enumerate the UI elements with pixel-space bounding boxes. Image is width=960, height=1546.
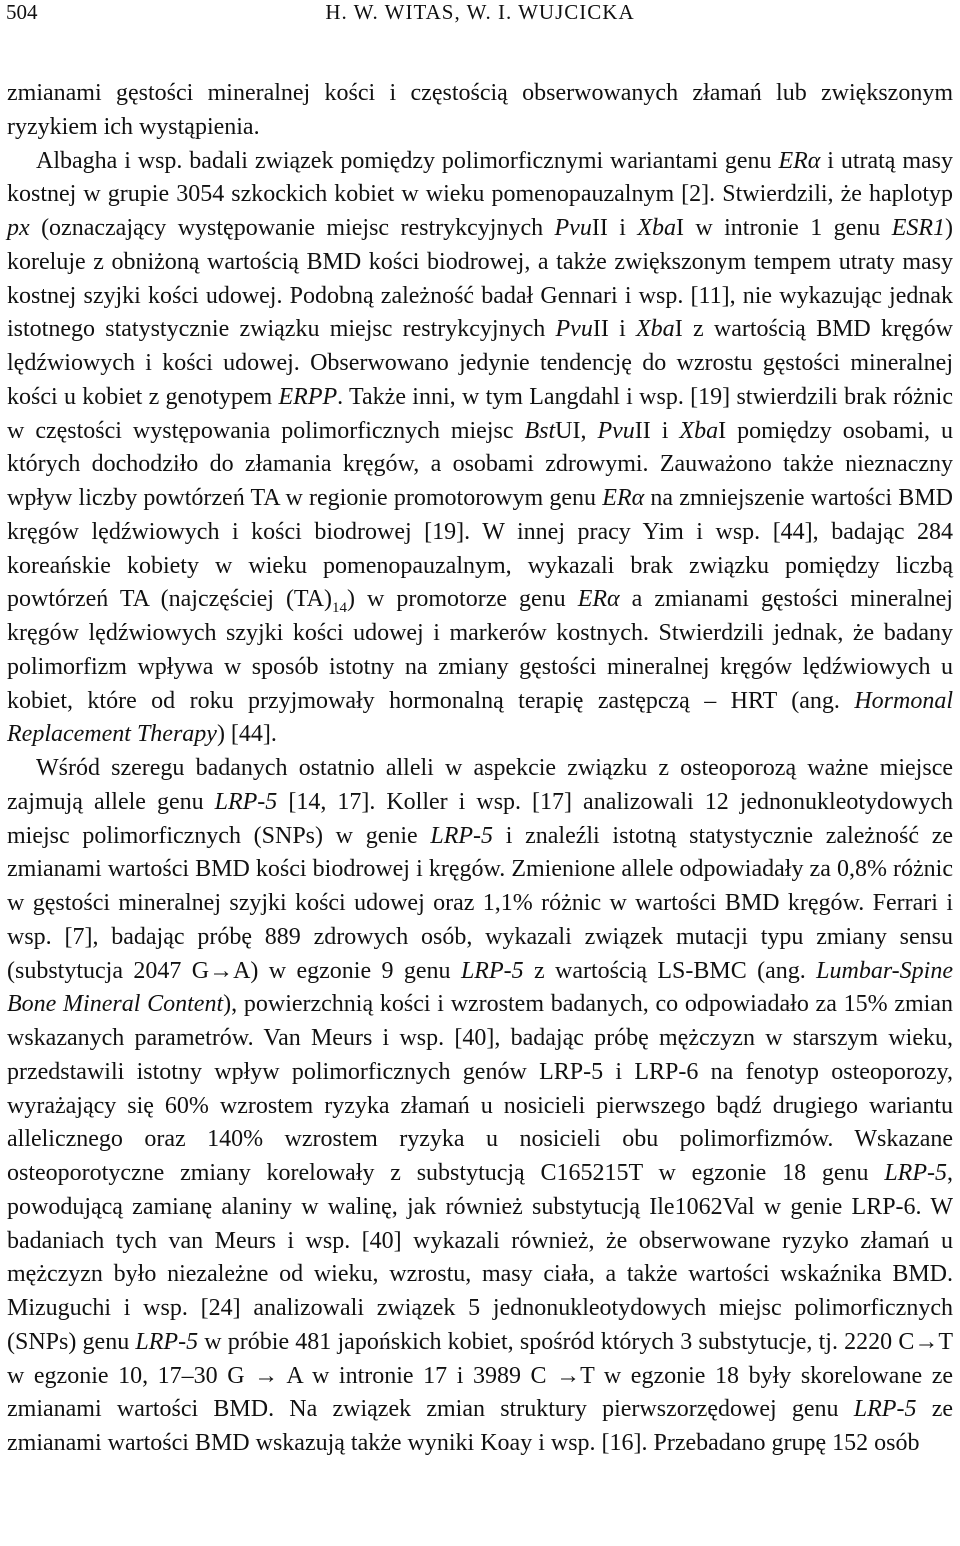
running-title: H. W. WITAS, W. I. WUJCICKA: [325, 0, 635, 24]
text-run: . Także inni, w tym Langdahl i wsp. [19] stwierdzili brak różnic w częstości występowania polimorficznych miejsc: [7, 383, 953, 444]
text-run: II i: [634, 417, 680, 444]
text-run: i znaleźli istotną statystycznie zależność ze zmianami wartości BMD kości biodrowej i kręgów. Zmienione allele odpowiadały za 0,8% różnic w gęstości mineralnej szyjki kości udowej oraz 1,1% różnic w wartości BMD kręgów. Ferrari i wsp. [7], badając próbę 889 zdrowych osób, wykazali związek mutacji typu zmiany sensu (substytucja 2047 G→A) w egzonie 9 genu: [7, 822, 954, 984]
italic-term: Pvu: [597, 417, 635, 444]
text-run: a zmianami gęstości mineralnej kręgów lędźwiowych szyjki kości udowej i markerów kostnych. Stwierdzili jednak, że badany polimorfizm wpływa w sposób istotny na zmiany gęstości mineralnej kręgów lędźwiowych u kobiet, które od roku przyjmowały hormonalną terapię zastępczą – HRT (ang.: [7, 586, 953, 714]
italic-term: LRP-5: [214, 788, 278, 815]
italic-term: Xba: [636, 316, 675, 343]
text-run: Wśród szeregu badanych ostatnio alleli w aspekcie związku z osteoporozą ważne miejsce zajmują allele genu: [7, 755, 953, 815]
italic-term: Bst: [524, 417, 556, 444]
italic-term: LRP-5: [884, 1160, 947, 1186]
text-run: (oznaczający występowanie miejsc restrykcyjnych: [29, 215, 555, 241]
italic-term: Xba: [679, 417, 719, 444]
text-run: na zmniejszenie wartości BMD kręgów lędźwiowych i kości biodrowej [19]. W innej pracy Yim i wsp. [44], badając 284 koreańskie kobiety w wieku pomenopauzalnym, wykazali brak związku pomiędzy liczbą powtórzeń TA (najczęściej (TA): [7, 485, 953, 613]
text-run: I pomiędzy osobami, u których dochodziło do złamania kręgów, a osobami zdrowymi. Zauważono także nieznaczny wpływ liczby powtórzeń TA w regionie promotorowym genu: [7, 417, 954, 511]
page-number: 504: [6, 0, 38, 24]
text-run: UI,: [555, 417, 598, 444]
text-run: Albagha i wsp. badali związek pomiędzy polimorficznymi wariantami genu: [36, 147, 779, 174]
text-run: , powodującą zamianę alaniny w walinę, jak również substytucją Ile1062Val w genie LRP-6. W badaniach tych van Meurs i wsp. [40] wykazali również, że obserwowane ryzyko złamań u mężczyzn było niezależne od wieku, wzrostu, masy ciała, a także wartości wskaźnika BMD. Mizuguchi i wsp. [24] analizowali związek 5 jednonukleotydowych miejsc polimorficznych (SNPs) genu: [7, 1160, 953, 1355]
italic-term: ERα: [577, 586, 620, 613]
text-run: ze zmianami wartości BMD wskazują także wyniki Koay i wsp. [16]. Przebadano grupę 152 osób: [7, 1396, 953, 1456]
paragraph-continuation: [7, 77, 953, 145]
text-run: ) w promotorze genu: [347, 586, 578, 613]
text-run: [14, 17]. Koller i wsp. [17] analizowali 12 jednonukleotydowych miejsc polimorficznych (SNPs) w genie: [7, 788, 954, 849]
italic-term: LRP-5: [135, 1328, 199, 1355]
italic-term: ERα: [602, 485, 645, 511]
running-header: [6, 0, 954, 26]
italic-term: LRP-5: [460, 957, 524, 984]
paragraph-albagha: [7, 145, 953, 753]
italic-term: Pvu: [555, 316, 593, 343]
text-run: zmianami gęstości mineralnej kości i częstością obserwowanych złamań lub zwiększonym ryzykiem ich wystąpienia.: [7, 80, 953, 140]
text-run: z wartością LS-BMC (ang.: [523, 957, 817, 984]
text-run: I w intronie 1 genu: [675, 215, 892, 241]
italic-term: px: [7, 215, 30, 241]
text-run: I z wartością BMD kręgów lędźwiowych i kości udowej. Obserwowano jedynie tendencję do wzrostu gęstości mineralnej kości u kobiet z genotypem: [7, 316, 954, 410]
italic-term: LRP-5: [430, 822, 494, 849]
italic-term: Xba: [637, 215, 676, 241]
italic-term: LRP-5: [853, 1396, 917, 1423]
text-run: ), powierzchnią kości i wzrostem badanych, co odpowiadało za 15% zmian wskazanych parametrów. Van Meurs i wsp. [40], badając próbę mężczyzn w starszym wieku, przedstawili istotny wpływ polimorficznych genów LRP-5 i LRP-6 na fenotyp osteoporozy, wyrażający się 60% wzrostem ryzyka złamań u nosicieli pierwszego bądź drugiego wariantu allelicznego oraz 140% wzrostem ryzyka u nosicieli obu polimorfizmów. Wskazane osteoporotyczne zmiany korelowały z substytucją C165215T w egzonie 18 genu: [7, 991, 953, 1186]
italic-term: ERα: [778, 147, 821, 174]
text-run: II i: [591, 215, 638, 241]
body-text: [7, 77, 953, 1461]
text-run: w próbie 481 japońskich kobiet, spośród których 3 substytucje, tj. 2220 C→T w egzonie 10, 17–30 G → A w intronie 17 i 3989 C →T w egzonie 18 były skorelowane ze zmianami wartości BMD. Na związek zmian struktury pierwszorzędowej genu: [7, 1328, 953, 1423]
text-run: i utratą masy kostnej w grupie 3054 szkockich kobiet w wieku pomenopauzalnym [2]. Stwierdzili, że haplotyp: [7, 147, 954, 208]
italic-term: Hormonal Replacement Therapy: [7, 687, 953, 748]
text-run: ) [44].: [216, 721, 277, 748]
italic-term: Pvu: [554, 215, 592, 241]
italic-term: ERPP: [278, 383, 338, 410]
text-run: ) koreluje z obniżoną wartością BMD kości biodrowej, a także zwiększonym tempem utraty masy kostnej szyjki kości udowej. Podobną zależność badał Gennari i wsp. [11], nie wykazując jednak istotnego statystycznie związku miejsc restrykcyjnych: [7, 215, 954, 343]
text-run: II i: [592, 316, 637, 343]
subscript: 14: [332, 600, 347, 617]
italic-term: ESR1: [891, 215, 946, 241]
italic-term: Lumbar-Spine Bone Mineral Content: [7, 957, 953, 1018]
paragraph-lrp5: [7, 752, 953, 1461]
